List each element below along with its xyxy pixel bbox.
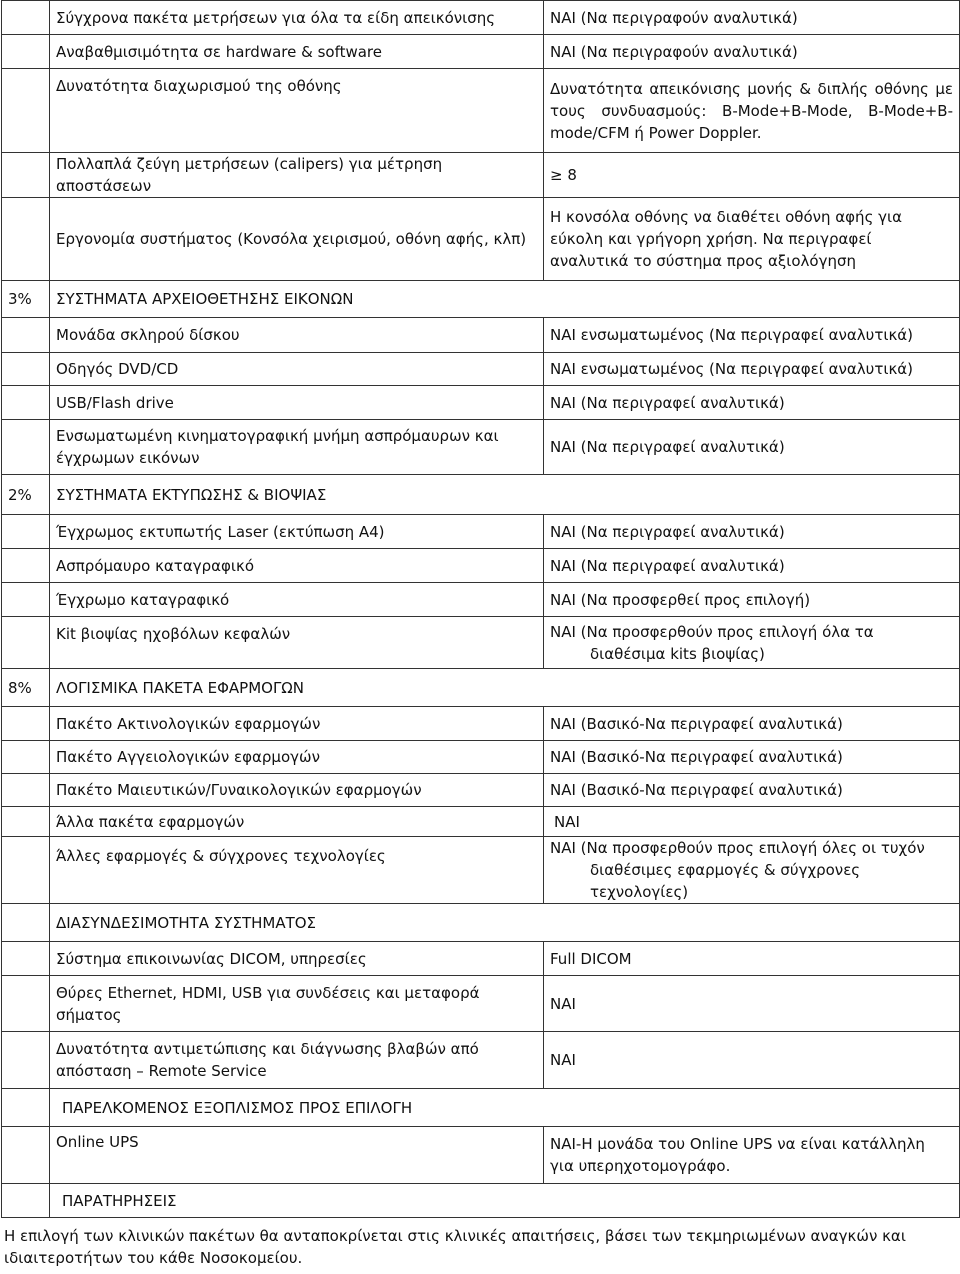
footer-note: Η επιλογή των κλινικών πακέτων θα ανταποκρίνεται στις κλινικές απαιτήσεις, βάσει των τεκμηριωμένων αναγκών και ιδιαιτεροτήτων του κάθε Νοσοκομείου.: [4, 1227, 906, 1267]
pct-cell: [2, 1, 50, 35]
spec-label: Δυνατότητα διαχωρισμού της οθόνης: [50, 69, 544, 153]
table-row: [2, 807, 960, 837]
pct-cell: [2, 153, 50, 198]
remarks-row: [2, 1184, 960, 1218]
section-weight: 2%: [2, 475, 50, 515]
spec-value: ΝΑΙ (Βασικό-Να περιγραφεί αναλυτικά): [544, 774, 960, 807]
pct-cell: [2, 904, 50, 942]
spec-label: Πολλαπλά ζεύγη μετρήσεων (calipers) για μέτρηση αποστάσεων: [50, 153, 544, 198]
spec-value: ΝΑΙ ενσωματωμένος (Να περιγραφεί αναλυτικά): [544, 353, 960, 386]
pct-cell: [2, 1089, 50, 1127]
pct-cell: [2, 583, 50, 617]
table-row: [2, 1032, 960, 1089]
section-title: ΠΑΡΕΛΚΟΜΕΝΟΣ ΕΞΟΠΛΙΣΜΟΣ ΠΡΟΣ ΕΠΙΛΟΓΗ: [50, 1089, 960, 1127]
spec-value: ΝΑΙ (Να περιγραφούν αναλυτικά): [544, 35, 960, 69]
table-row: [2, 549, 960, 583]
pct-cell: [2, 837, 50, 904]
spec-value-line: διαθέσιμες εφαρμογές & σύγχρονες τεχνολογίες): [590, 861, 861, 901]
spec-label: Σύστημα επικοινωνίας DICOM, υπηρεσίες: [50, 942, 544, 976]
spec-value: ΝΑΙ (Να περιγραφούν αναλυτικά): [544, 1, 960, 35]
spec-value: ΝΑΙ: [544, 1032, 960, 1089]
table-row: [2, 386, 960, 420]
spec-value: ΝΑΙ (Να προσφερθεί προς επιλογή): [544, 583, 960, 617]
spec-label: USB/Flash drive: [50, 386, 544, 420]
table-row: [2, 942, 960, 976]
table-row: [2, 318, 960, 353]
spec-value: Η κονσόλα οθόνης να διαθέτει οθόνη αφής για εύκολη και γρήγορη χρήση. Να περιγραφεί αναλυτικά το σύστημα προς αξιολόγηση: [544, 198, 960, 281]
spec-value: ΝΑΙ-Η μονάδα του Online UPS να είναι κατάλληλη για υπερηχοτομογράφο.: [544, 1127, 960, 1184]
section-title: ΔΙΑΣΥΝΔΕΣΙΜΟΤΗΤΑ ΣΥΣΤΗΜΑΤΟΣ: [50, 904, 960, 942]
pct-cell: [2, 774, 50, 807]
spec-label: Ασπρόμαυρο καταγραφικό: [50, 549, 544, 583]
pct-cell: [2, 741, 50, 774]
pct-cell: [2, 942, 50, 976]
spec-value: ΝΑΙ ενσωματωμένος (Να περιγραφεί αναλυτικά): [544, 318, 960, 353]
table-row: [2, 741, 960, 774]
section-title: ΛΟΓΙΣΜΙΚΑ ΠΑΚΕΤΑ ΕΦΑΡΜΟΓΩΝ: [50, 669, 960, 707]
spec-value: ΝΑΙ (Να περιγραφεί αναλυτικά): [544, 386, 960, 420]
pct-cell: [2, 353, 50, 386]
spec-label: Αναβαθμισιμότητα σε hardware & software: [50, 35, 544, 69]
spec-value-line: διαθέσιμα kits βιοψίας): [590, 644, 765, 663]
spec-value-line: ΝΑΙ (Να προσφερθούν προς επιλογή όλα τα: [550, 622, 874, 641]
spec-label: Έγχρωμος εκτυπωτής Laser (εκτύπωση Α4): [50, 515, 544, 549]
pct-cell: [2, 69, 50, 153]
pct-cell: [2, 807, 50, 837]
spec-label: Άλλα πακέτα εφαρμογών: [50, 807, 544, 837]
section-weight: 8%: [2, 669, 50, 707]
section-header-row: [2, 904, 960, 942]
spec-label: Εργονομία συστήματος (Κονσόλα χειρισμού, οθόνη αφής, κλπ): [50, 198, 544, 281]
table-row: [2, 707, 960, 741]
spec-label: Online UPS: [50, 1127, 544, 1184]
spec-value: [544, 837, 960, 904]
pct-cell: [2, 549, 50, 583]
section-header-row: [2, 281, 960, 318]
spec-label: Οδηγός DVD/CD: [50, 353, 544, 386]
table-row: [2, 153, 960, 198]
spec-label: Ενσωματωμένη κινηματογραφική μνήμη ασπρόμαυρων και έγχρωμων εικόνων: [50, 420, 544, 475]
pct-cell: [2, 1184, 50, 1218]
spec-value: ΝΑΙ (Να περιγραφεί αναλυτικά): [544, 515, 960, 549]
table-row: [2, 976, 960, 1032]
pct-cell: [2, 707, 50, 741]
pct-cell: [2, 420, 50, 475]
spec-value: [544, 617, 960, 669]
spec-label: Πακέτο Αγγειολογικών εφαρμογών: [50, 741, 544, 774]
section-header-row: [2, 1089, 960, 1127]
spec-label: Πακέτο Ακτινολογικών εφαρμογών: [50, 707, 544, 741]
spec-label: Πακέτο Μαιευτικών/Γυναικολογικών εφαρμογών: [50, 774, 544, 807]
table-row: [2, 353, 960, 386]
table-row: [2, 837, 960, 904]
table-row: [2, 515, 960, 549]
table-row: [2, 774, 960, 807]
spec-value: ΝΑΙ: [544, 807, 960, 837]
table-row: [2, 198, 960, 281]
spec-label: Έγχρωμο καταγραφικό: [50, 583, 544, 617]
table-row: [2, 1127, 960, 1184]
section-header-row: [2, 669, 960, 707]
spec-value: Full DICOM: [544, 942, 960, 976]
table-row: [2, 583, 960, 617]
section-header-row: [2, 475, 960, 515]
spec-label: Σύγχρονα πακέτα μετρήσεων για όλα τα είδη απεικόνισης: [50, 1, 544, 35]
pct-cell: [2, 515, 50, 549]
spec-label: Άλλες εφαρμογές & σύγχρονες τεχνολογίες: [50, 837, 544, 904]
remarks-title: ΠΑΡΑΤΗΡΗΣΕΙΣ: [50, 1184, 960, 1218]
pct-cell: [2, 1127, 50, 1184]
table-row: [2, 1, 960, 35]
spec-label: Kit βιοψίας ηχοβόλων κεφαλών: [50, 617, 544, 669]
spec-label: Δυνατότητα αντιμετώπισης και διάγνωσης βλαβών από απόσταση – Remote Service: [50, 1032, 544, 1089]
spec-value: ΝΑΙ (Βασικό-Να περιγραφεί αναλυτικά): [544, 741, 960, 774]
section-weight: 3%: [2, 281, 50, 318]
table-row: [2, 420, 960, 475]
pct-cell: [2, 198, 50, 281]
spec-label: Μονάδα σκληρού δίσκου: [50, 318, 544, 353]
table-row: [2, 69, 960, 153]
section-title: ΣΥΣΤΗΜΑΤΑ ΕΚΤΥΠΩΣΗΣ & ΒΙΟΨΙΑΣ: [50, 475, 960, 515]
section-title: ΣΥΣΤΗΜΑΤΑ ΑΡΧΕΙΟΘΕΤΗΣΗΣ ΕΙΚΟΝΩΝ: [50, 281, 960, 318]
table-row: [2, 617, 960, 669]
pct-cell: [2, 35, 50, 69]
specifications-table: [1, 0, 960, 1218]
spec-value: ΝΑΙ: [544, 976, 960, 1032]
pct-cell: [2, 1032, 50, 1089]
pct-cell: [2, 318, 50, 353]
spec-value: Δυνατότητα απεικόνισης μονής & διπλής οθόνης με τους συνδυασμούς: B-Mode+B-Mode, B-Mode+B-mode/CFM ή Power Doppler.: [544, 69, 960, 153]
pct-cell: [2, 386, 50, 420]
spec-value: ΝΑΙ (Να περιγραφεί αναλυτικά): [544, 549, 960, 583]
table-row: [2, 35, 960, 69]
spec-value: ΝΑΙ (Βασικό-Να περιγραφεί αναλυτικά): [544, 707, 960, 741]
pct-cell: [2, 617, 50, 669]
spec-value: ≥ 8: [544, 153, 960, 198]
spec-value-line: ΝΑΙ (Να προσφερθούν προς επιλογή όλες οι τυχόν: [550, 839, 925, 857]
pct-cell: [2, 976, 50, 1032]
spec-value: ΝΑΙ (Να περιγραφεί αναλυτικά): [544, 420, 960, 475]
spec-label: Θύρες Ethernet, HDMI, USB για συνδέσεις και μεταφορά σήματος: [50, 976, 544, 1032]
